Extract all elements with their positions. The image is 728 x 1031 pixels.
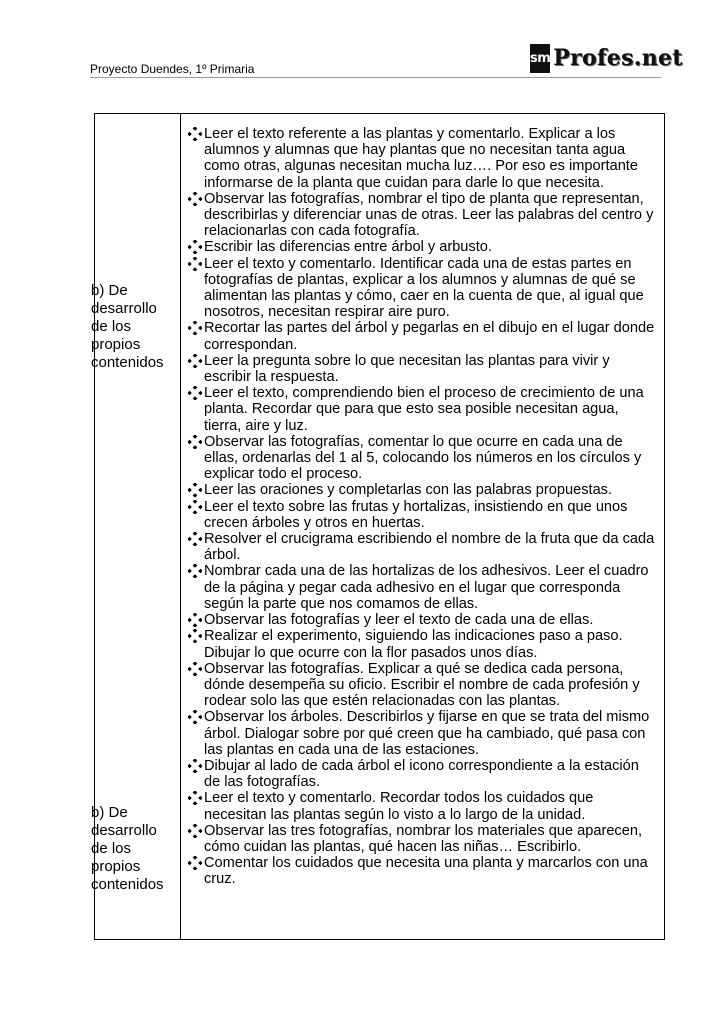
list-item (187, 612, 663, 628)
row-label-line: propios (91, 858, 141, 875)
logo-text: Profes.net (553, 45, 683, 71)
list-item (187, 320, 663, 352)
list-item-text: Dibujar al lado de cada árbol el icono correspondiente a la estación (204, 757, 639, 774)
list-item-text: rodear solo las que estén relacionadas con las plantas. (204, 693, 561, 710)
row-label-first (91, 282, 179, 372)
document-header-title: Proyecto Duendes, 1º Primaria (90, 62, 255, 76)
diamond-bullet-icon (188, 532, 202, 546)
list-item-text: nosotros, necesitan respirar aire puro. (204, 304, 450, 321)
list-item-text: Nombrar cada una de las hortalizas de los adhesivos. Leer el cuadro (204, 563, 649, 580)
diamond-bullet-icon (188, 710, 202, 724)
row-label-line: desarrollo (91, 300, 157, 317)
list-item-text: de la página y pegar cada adhesivo en el lugar que corresponda (204, 579, 621, 596)
list-item-text: de las fotografías. (204, 774, 321, 791)
publisher-logo (530, 42, 683, 75)
list-item (187, 628, 663, 660)
diamond-bullet-icon (188, 824, 202, 838)
row-label-line: de los (91, 318, 132, 335)
list-item (187, 434, 663, 483)
diamond-bullet-icon (188, 759, 202, 773)
list-item (187, 823, 663, 855)
list-item (187, 256, 663, 321)
list-item (187, 790, 663, 822)
list-item-text: fotografías de plantas, explicar a los alumnos y alumnas de qué se (204, 271, 636, 288)
list-item-text: Leer el texto y comentarlo. Identificar cada una de estas partes en (204, 255, 632, 272)
list-item-text: cruz. (204, 871, 236, 888)
list-item-text: tierra, aire y luz. (204, 417, 308, 434)
list-item (187, 191, 663, 240)
logo-badge: sm (530, 44, 550, 73)
diamond-bullet-icon (188, 791, 202, 805)
list-item (187, 661, 663, 710)
list-item-text: según la parte que nos comamos de ellas. (204, 595, 479, 612)
diamond-bullet-icon (188, 483, 202, 497)
list-item (187, 855, 663, 887)
diamond-bullet-icon (188, 435, 202, 449)
list-item (187, 353, 663, 385)
list-item-text: alumnos y alumnas que hay plantas que no necesitan tanta agua (204, 142, 626, 159)
list-item-text: correspondan. (204, 336, 298, 353)
diamond-bullet-icon (188, 354, 202, 368)
list-item-text: Comentar los cuidados que necesita una planta y marcarlos con una (204, 855, 648, 872)
list-item-text: Escribir las diferencias entre árbol y arbusto. (204, 239, 492, 256)
list-item-text: Leer el texto referente a las plantas y comentarlo. Explicar a los (204, 126, 616, 142)
row-label-line: contenidos (91, 354, 164, 371)
list-item-text: Realizar el experimento, siguiendo las indicaciones paso a paso. (204, 628, 623, 645)
diamond-bullet-icon (188, 662, 202, 676)
list-item-text: Leer el texto, comprendiendo bien el proceso de crecimiento de una (204, 385, 644, 402)
diamond-bullet-icon (188, 257, 202, 271)
list-item-text: escribir la respuesta. (204, 369, 339, 386)
list-item-text: planta. Recordar que para que esto sea posible necesitan agua, (204, 401, 619, 418)
list-item-text: Observar las fotografías, comentar lo que ocurre en cada una de (204, 433, 623, 450)
list-item-text: describirlas y diferenciar unas de otras. Leer las palabras del centro y (204, 207, 654, 224)
list-item (187, 126, 663, 191)
diamond-bullet-icon (188, 564, 202, 578)
list-item-text: Leer el texto y comentarlo. Recordar todos los cuidados que (204, 790, 594, 807)
diamond-bullet-icon (188, 192, 202, 206)
list-item (187, 531, 663, 563)
table-column-divider (180, 113, 181, 940)
list-item-text: como otras, algunas necesitan mucha luz…. Por eso es importante (204, 158, 638, 175)
diamond-bullet-icon (188, 127, 202, 141)
row-label-line: b) De (91, 282, 128, 299)
row-label-line: b) De (91, 804, 128, 821)
diamond-bullet-icon (188, 500, 202, 514)
list-item-text: las plantas en cada una de las estaciones. (204, 741, 480, 758)
list-item (187, 499, 663, 531)
activity-list (187, 126, 663, 888)
list-item-text: ellas, ordenarlas del 1 al 5, colocando los números en los círculos y (204, 450, 642, 467)
diamond-bullet-icon (188, 629, 202, 643)
list-item-text: Resolver el crucigrama escribiendo el nombre de la fruta que da cada (204, 531, 655, 548)
diamond-bullet-icon (188, 613, 202, 627)
list-item-text: cómo cuidan las plantas, qué hacen las niñas… Escribirlo. (204, 838, 582, 855)
list-item-text: crecen árboles y otros en huertas. (204, 514, 425, 531)
diamond-bullet-icon (188, 856, 202, 870)
diamond-bullet-icon (188, 240, 202, 254)
list-item (187, 482, 663, 498)
list-item-text: relacionarlas con cada fotografía. (204, 223, 420, 240)
header-divider (90, 77, 661, 78)
list-item (187, 563, 663, 612)
list-item-text: explicar todo el proceso. (204, 466, 363, 483)
list-item-text: Observar las fotografías y leer el texto de cada una de ellas. (204, 612, 594, 629)
row-label-line: desarrollo (91, 822, 157, 839)
list-item (187, 385, 663, 434)
list-item-text: Recortar las partes del árbol y pegarlas en el dibujo en el lugar donde (204, 320, 655, 337)
list-item-text: alimentan las plantas y cómo, caer en la cuenta de que, al igual que (204, 288, 644, 305)
diamond-bullet-icon (188, 321, 202, 335)
list-item-text: Observar las fotografías, nombrar el tipo de planta que representan, (204, 190, 644, 207)
list-item (187, 758, 663, 790)
row-label-line: contenidos (91, 876, 164, 893)
row-label-second (91, 804, 179, 894)
row-label-line: de los (91, 840, 132, 857)
list-item-text: Observar las tres fotografías, nombrar los materiales que aparecen, (204, 822, 643, 839)
list-item-text: árbol. Dialogar sobre por qué creen que ha cambiado, qué pasa con (204, 725, 646, 742)
list-item-text: Dibujar lo que ocurre con la flor pasados unos días. (204, 644, 538, 661)
row-label-line: propios (91, 336, 141, 353)
list-item-text: árbol. (204, 547, 241, 564)
list-item-text: Observar las fotografías. Explicar a qué se dedica cada persona, (204, 660, 624, 677)
list-item (187, 239, 663, 255)
list-item-text: dónde desempeña su oficio. Escribir el nombre de cada profesión y (204, 676, 640, 693)
list-item-text: informarse de la planta que cuidan para darle lo que necesita. (204, 174, 604, 191)
list-item-text: Leer las oraciones y completarlas con las palabras propuestas. (204, 482, 613, 499)
list-item (187, 709, 663, 758)
list-item-text: Leer la pregunta sobre lo que necesitan las plantas para vivir y (204, 352, 610, 369)
diamond-bullet-icon (188, 386, 202, 400)
list-item-text: Observar los árboles. Describirlos y fijarse en que se trata del mismo (204, 709, 650, 726)
list-item-text: necesitan las plantas según lo visto a lo largo de la unidad. (204, 806, 586, 823)
list-item-text: Leer el texto sobre las frutas y hortalizas, insistiendo en que unos (204, 498, 628, 515)
